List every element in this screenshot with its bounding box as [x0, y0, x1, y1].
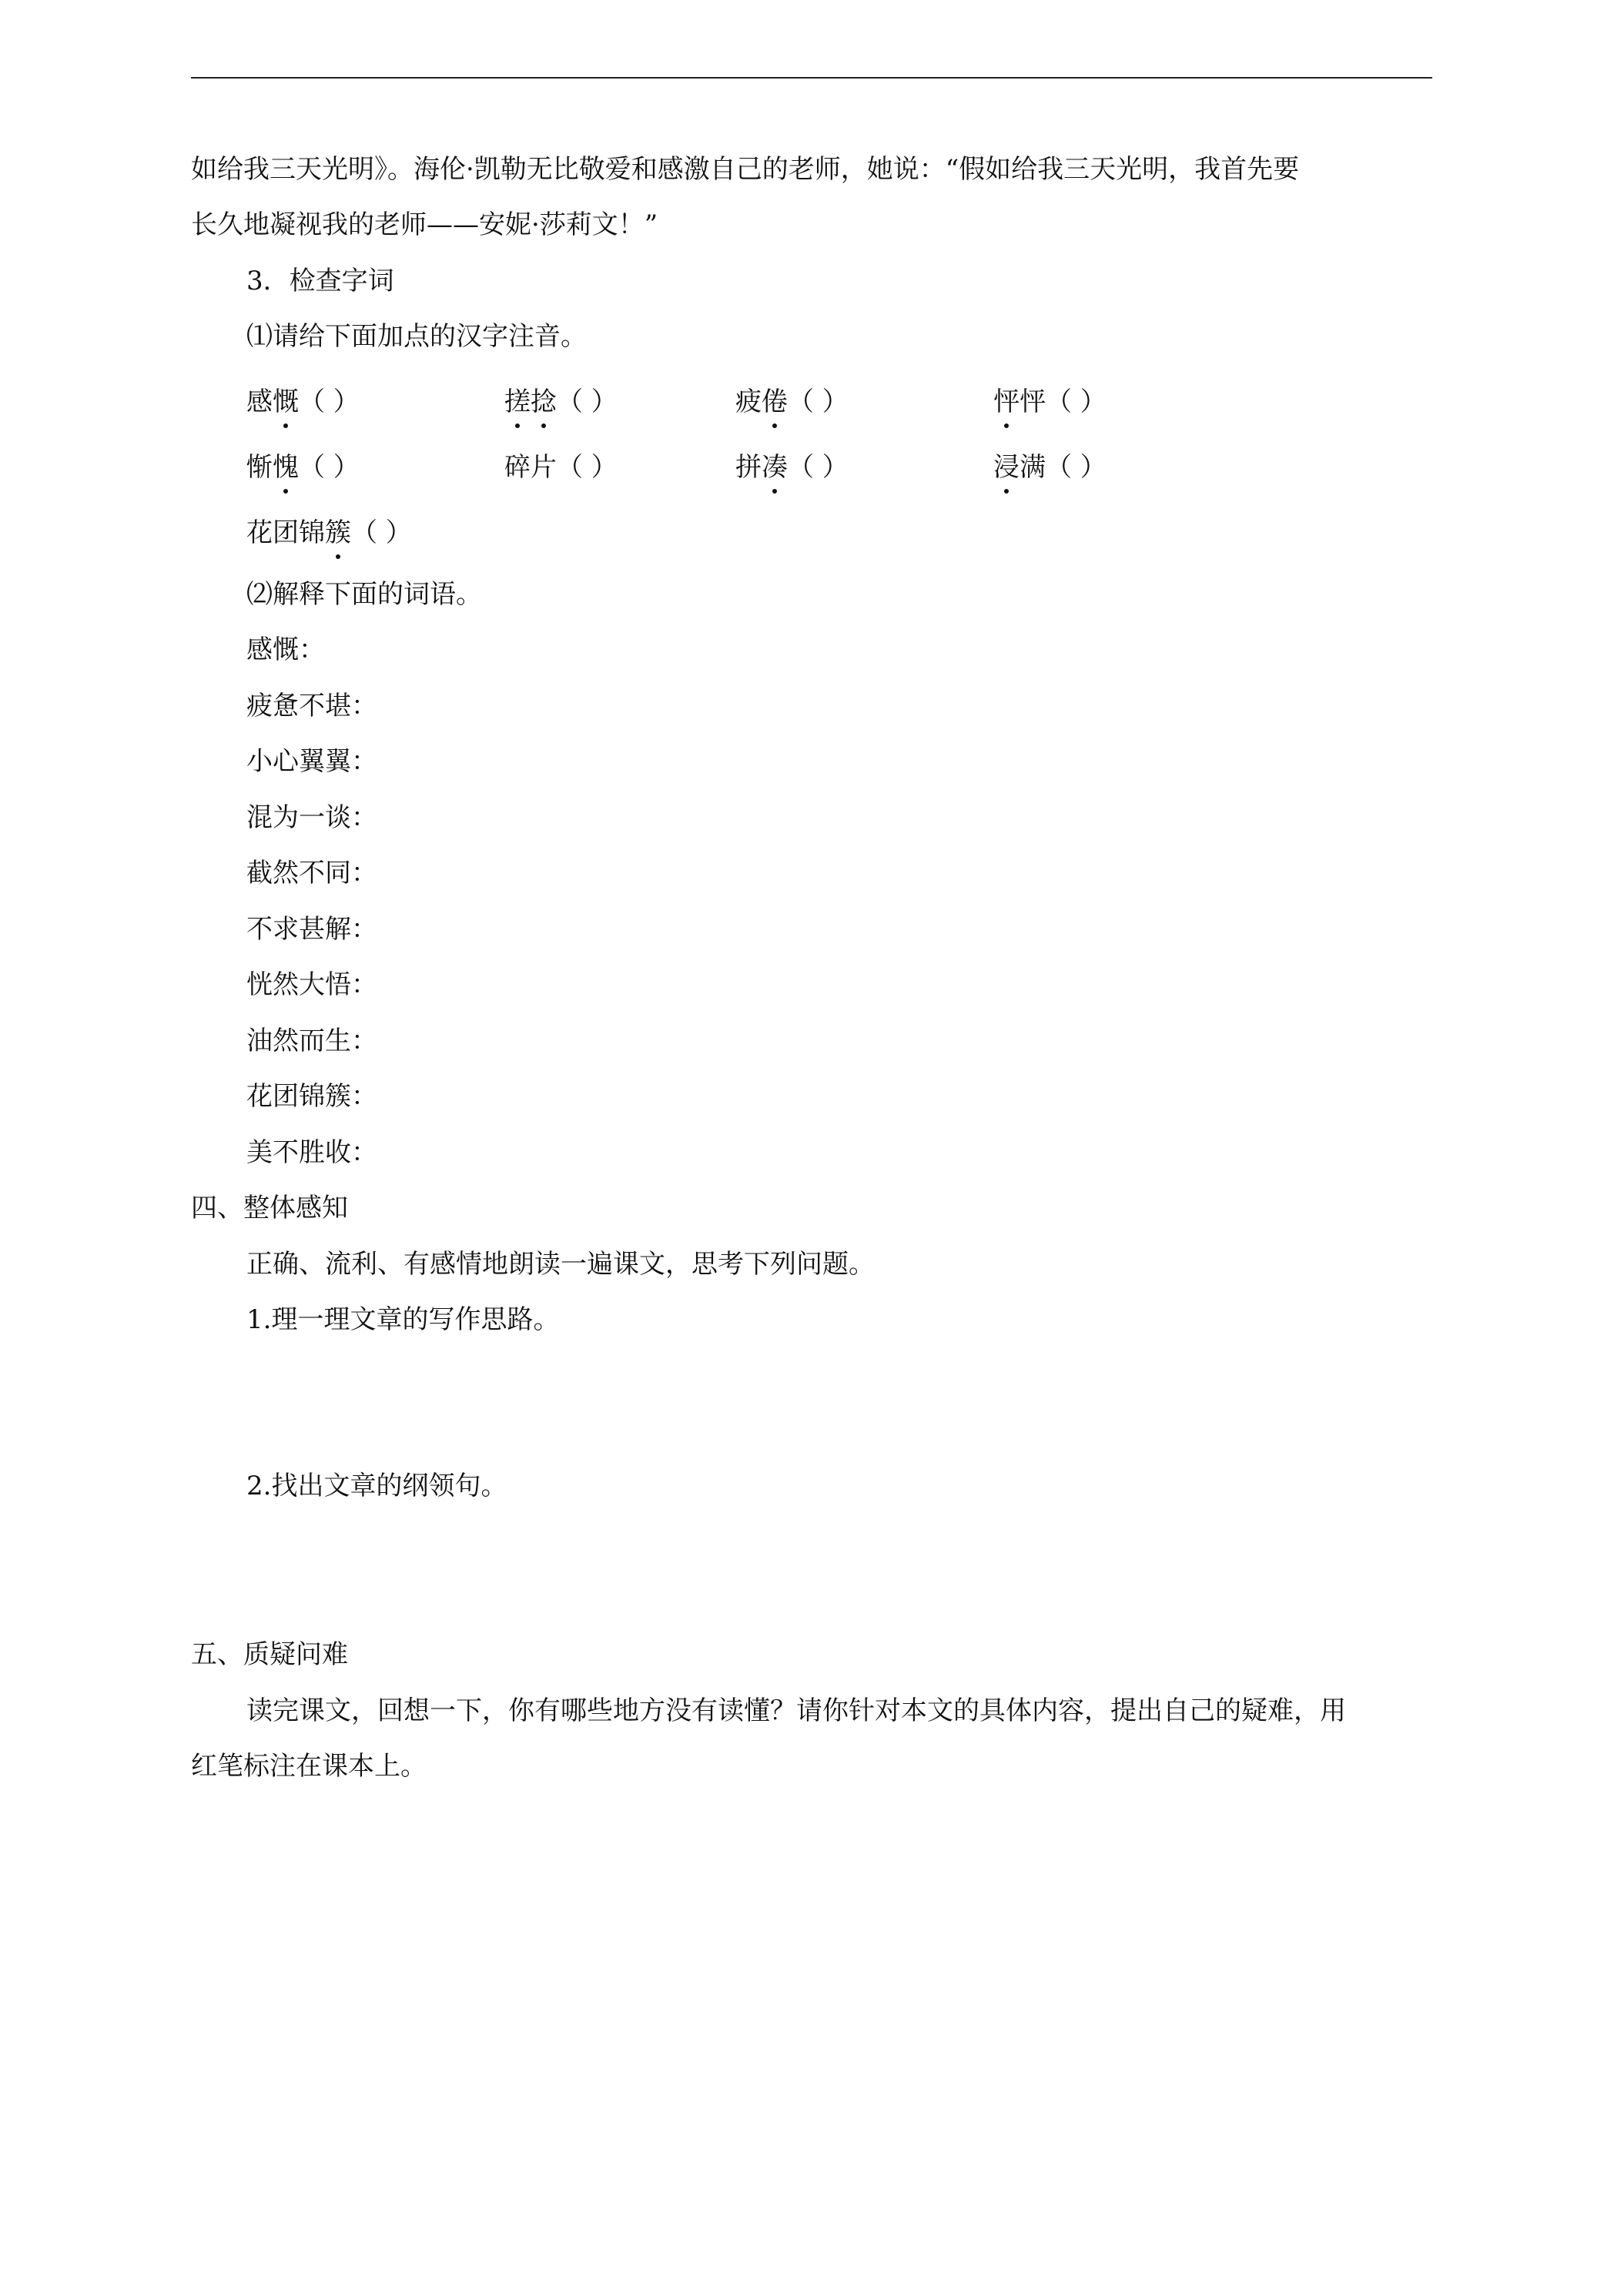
dotted-char: 倦: [762, 387, 788, 417]
word-part: 感: [246, 387, 273, 417]
section-4-question-1: 1.理一理文章的写作思路。: [246, 1304, 560, 1335]
dotted-char: 捻: [531, 387, 557, 417]
dotted-char: 搓: [504, 387, 531, 417]
answer-blank[interactable]: （ ）: [557, 387, 618, 417]
section-5-title: 五、质疑问难: [191, 1639, 348, 1670]
term-item: 感慨：: [246, 634, 325, 665]
section-5-line-1: 读完课文，回想一下，你有哪些地方没有读懂？请你针对本文的具体内容，提出自己的疑难，用: [246, 1695, 1346, 1726]
answer-blank[interactable]: （ ）: [557, 452, 618, 483]
intro-line-2: 长久地凝视我的老师——安妮·莎莉文！”: [191, 209, 658, 240]
dotted-char: 凑: [762, 452, 788, 483]
term-item: 恍然大悟：: [246, 969, 377, 1000]
word-part: 疲: [735, 387, 762, 417]
word-part: 怦: [1020, 387, 1046, 417]
section-5-line-2: 红笔标注在课本上。: [191, 1751, 427, 1782]
dotted-char: 愧: [273, 452, 299, 483]
word-part: 满: [1020, 452, 1046, 483]
pinyin-item: [993, 385, 1107, 419]
question-1-title: ⑴请给下面加点的汉字注音。: [246, 321, 587, 352]
answer-blank[interactable]: （ ）: [788, 387, 849, 417]
pinyin-item: [735, 385, 849, 419]
dotted-char: 浸: [993, 452, 1020, 483]
term-item: 小心翼翼：: [246, 746, 377, 777]
answer-blank[interactable]: （ ）: [1046, 452, 1107, 483]
term-item: 不求甚解：: [246, 914, 377, 945]
header-rule: [191, 77, 1432, 79]
answer-blank[interactable]: （ ）: [788, 452, 849, 483]
term-item: 疲惫不堪：: [246, 691, 377, 721]
pinyin-item: [504, 385, 618, 419]
dotted-char: 怦: [993, 387, 1020, 417]
section-4-question-2: 2.找出文章的纲领句。: [246, 1471, 507, 1501]
pinyin-item: [246, 385, 360, 419]
section-4-intro: 正确、流利、有感情地朗读一遍课文，思考下列问题。: [246, 1249, 875, 1280]
dotted-char: 簇: [325, 517, 351, 548]
answer-blank[interactable]: （ ）: [299, 452, 360, 483]
term-item: 混为一谈：: [246, 802, 377, 833]
answer-blank[interactable]: （ ）: [351, 517, 412, 548]
pinyin-item: [735, 450, 849, 484]
pinyin-item: [993, 450, 1107, 484]
word-part: 惭: [246, 452, 273, 483]
term-item: 油然而生：: [246, 1026, 377, 1056]
section-4-title: 四、整体感知: [191, 1193, 348, 1223]
pinyin-item: [246, 450, 360, 484]
intro-line-1: 如给我三天光明》。海伦·凯勒无比敬爱和感激自己的老师，她说：“假如给我三天光明，我首先要: [191, 154, 1300, 185]
pinyin-item: [504, 450, 618, 484]
answer-blank[interactable]: （ ）: [1046, 387, 1107, 417]
term-item: 截然不同：: [246, 858, 377, 889]
question-2-title: ⑵解释下面的词语。: [246, 579, 482, 610]
answer-blank[interactable]: （ ）: [299, 387, 360, 417]
word-part: 碎片: [504, 452, 557, 483]
term-item: 美不胜收：: [246, 1137, 377, 1168]
term-item: 花团锦簇：: [246, 1081, 377, 1112]
section-3-title: 3．检查字词: [246, 266, 394, 296]
pinyin-item: [246, 516, 412, 550]
word-part: 拼: [735, 452, 762, 483]
dotted-char: 慨: [273, 387, 299, 417]
word-part: 花团锦: [246, 517, 325, 548]
